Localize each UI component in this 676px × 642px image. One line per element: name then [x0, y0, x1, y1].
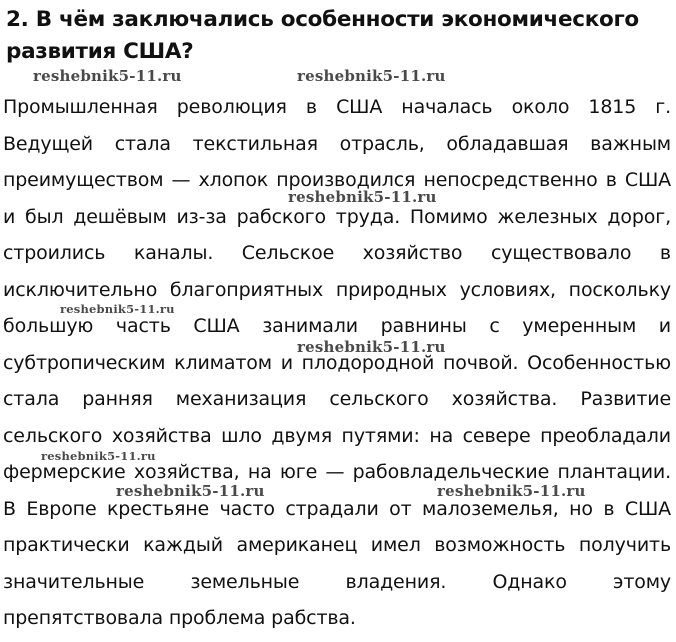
watermark: reshebnik5-11.ru — [288, 188, 437, 206]
question-heading: 2. В чём заключались особенности экономического развития США? — [6, 7, 639, 64]
watermark: reshebnik5-11.ru — [437, 482, 586, 500]
watermark: reshebnik5-11.ru — [41, 449, 156, 463]
watermark: reshebnik5-11.ru — [297, 338, 446, 356]
answer-paragraph: Промышленная революция в США началась около 1815 г. Ведущей стала текстильная отрасль, обладавшая важным преимуществом — хлопок производился непосредственно в США и был дешёвым из-за рабского труда. Помимо железных дорог, строились каналы. Сельское хозяйство существовало в исключительно благоприятных природных условиях, поскольку большую часть США занимали равнины с умеренным и субтропическим климатом и плодородной почвой. Особенностью стала ранняя механизация сельского хозяйства. Развитие сельского хозяйства шло двумя путями: на севере преобладали фермерские хозяйства, на юге — рабовладельческие плантации. В Европе крестьяне часто страдали от малоземелья, но в США практически каждый американец имел возможность получить значительные земельные владения. Однако этому препятствовала проблема рабства. — [3, 96, 671, 629]
watermark: reshebnik5-11.ru — [33, 67, 182, 85]
watermark: reshebnik5-11.ru — [60, 302, 175, 316]
watermark: reshebnik5-11.ru — [116, 482, 265, 500]
watermark: reshebnik5-11.ru — [297, 67, 446, 85]
